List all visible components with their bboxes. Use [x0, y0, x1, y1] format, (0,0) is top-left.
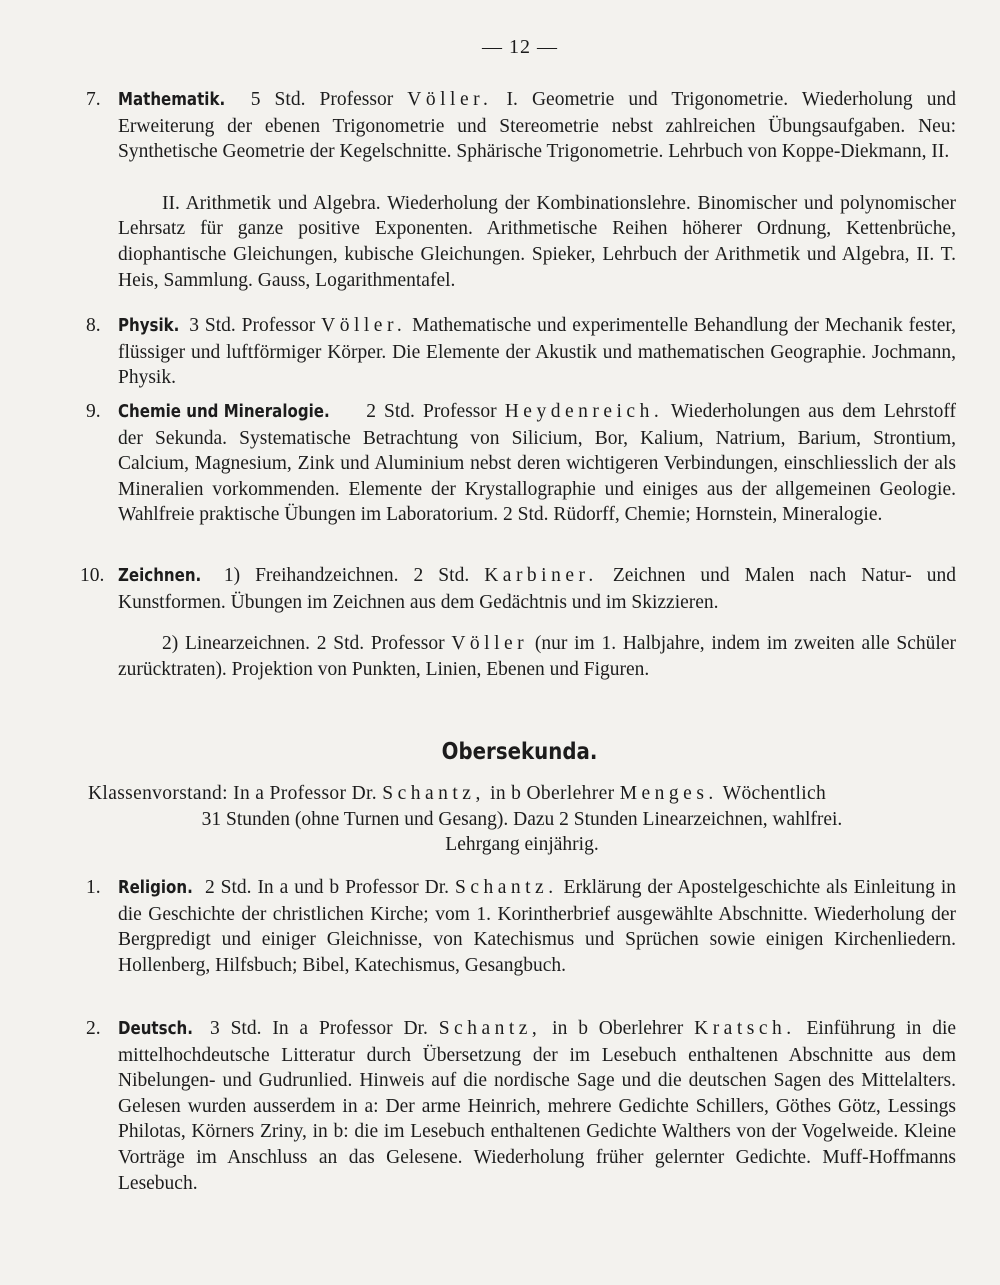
- section-number: 2.: [86, 1018, 101, 1039]
- section-number: 7.: [86, 89, 101, 110]
- subject-title: Religion.: [118, 878, 193, 898]
- section-number: 10.: [80, 565, 105, 586]
- teacher-name: Völler.: [407, 89, 493, 110]
- class-course: Lehrgang einjährig.: [445, 834, 599, 856]
- subject-title: Chemie und Mineralogie.: [118, 402, 330, 422]
- section-zeichnen: 10. Zeichnen. 1) Freihandzeichnen. 2 Std. Karbiner. Zeichnen und Malen nach Natur- und Kunstformen. Übungen im Zeichnen aus dem Gedächtnis und im Skizzieren. 2) Linearzeichnen. 2 Std. Professor Völler (nur im 1. Halbjahre, indem im zweiten alle Schüler zurücktraten). Projektion von Punkten, Linien, Ebenen und Figuren.: [118, 563, 956, 682]
- section-mathematik: [86, 87, 957, 293]
- teacher-name: Schantz,: [438, 1018, 542, 1039]
- subject-title: Mathematik.: [118, 90, 226, 110]
- class-info: Klassenvorstand: In a Professor Dr. Schantz, in b Oberlehrer Menges. Wöchentlich 31 Stunden (ohne Turnen und Gesang). Dazu 2 Stunden Linearzeichnen, wahlfrei. Lehrgang einjährig.: [88, 781, 956, 858]
- section-religion: 1. Religion. 2 Std. In a und b Professor Dr. Schantz. Erklärung der Apostelgeschichte als Einleitung in die Geschichte der christlichen Kirche; vom 1. Korintherbrief ausgewählte Abschnitte. Wiederholung der Bergpredigt und einiger Gleichnisse, von Katechismus und Sprüchen sowie einigen Kirchenliedern. Hollenberg, Hilfsbuch; Bibel, Katechismus, Gesangbuch.: [86, 877, 957, 976]
- teacher-name: Völler: [451, 633, 529, 655]
- class-heading: Obersekunda.: [442, 739, 598, 765]
- teacher-name: Menges.: [619, 783, 718, 804]
- teacher-name: Schantz.: [454, 877, 558, 898]
- mathematik-part2: II. Arithmetik und Algebra. Wiederholung der Kombinationslehre. Binomischer und polynomischer Lehrsatz für ganze positive Exponenten. Arithmetische Reihen höherer Ordnung, Kettenbrüche, diophantische Gleichungen, kubische Gleichungen. Spieker, Lehrbuch der Arithmetik und Algebra, II. T. Heis, Sammlung. Gauss, Logarithmentafel.: [118, 192, 956, 291]
- class-hours: 31 Stunden (ohne Turnen und Gesang). Dazu 2 Stunden Linearzeichnen, wahlfrei.: [201, 808, 843, 830]
- teacher-name: Kratsch.: [694, 1018, 796, 1039]
- teacher-name: Karbiner.: [484, 565, 598, 586]
- page-number: — 12 —: [482, 36, 558, 58]
- teacher-name: Heydenreich.: [504, 401, 664, 422]
- section-physik: 8. Physik. 3 Std. Professor Völler. Mathematische und experimentelle Behandlung der Mechanik fester, flüssiger und luftförmiger Körper. Die Elemente der Akustik und mathematischen Geographie. Jochmann, Physik.: [86, 315, 957, 389]
- teacher-name: Schantz,: [382, 783, 485, 804]
- section-number: 1.: [86, 877, 101, 898]
- subject-title: Deutsch.: [118, 1019, 193, 1039]
- section-number: 9.: [86, 401, 101, 422]
- zeichnen-part2: 2) Linearzeichnen. 2 Std. Professor Völler (nur im 1. Halbjahre, indem im zweiten alle Schüler zurücktraten). Projektion von Punkten, Linien, Ebenen und Figuren.: [118, 633, 956, 680]
- section-deutsch: 2. Deutsch. 3 Std. In a Professor Dr. Schantz, in b Oberlehrer Kratsch. Einführung in die mittelhochdeutsche Litteratur durch Übersetzung der im Lesebuch enthaltenen Abschnitte aus dem Nibelungen- und Gudrunlied. Hinweis auf die nordische Sage und die deutschen Sagen des Mittelalters. Gelesen wurden ausserdem in a: Der arme Heinrich, mehrere Gedichte Schillers, Göthes Götz, Lessings Philotas, Körners Zriny, in b: die im Lesebuch enthaltenen Gedichte Walthers von der Vogelweide. Kleine Vorträge im Anschluss an das Gelesene. Wiederholung früher gelernter Gedichte. Muff-Hoffmanns Lesebuch.: [86, 1018, 957, 1194]
- teacher-name: Völler.: [321, 315, 407, 336]
- mathematik-part1: 7. Mathematik. 5 Std. Professor Völler. I. Geometrie und Trigonometrie. Wiederholung und Erweiterung der ebenen Trigonometrie und Stereometrie nebst zahlreichen Übungsaufgaben. Neu: Synthetische Geometrie der Kegelschnitte. Sphärische Trigonometrie. Lehrbuch von Koppe-Diekmann, II.: [86, 89, 957, 163]
- section-chemie: 9. Chemie und Mineralogie. 2 Std. Professor Heydenreich. Wiederholungen aus dem Lehrstoff der Sekunda. Systematische Betrachtung von Silicium, Bor, Kalium, Natrium, Barium, Strontium, Calcium, Magnesium, Zink und Aluminium nebst deren wichtigeren Verbindungen, einschliesslich der als Mineralien vorkommenden. Elemente der Krystallographie und einiges aus der allgemeinen Geologie. Wahlfreie praktische Übungen im Laboratorium. 2 Std. Rüdorff, Chemie; Hornstein, Mineralogie.: [86, 401, 957, 526]
- subject-title: Physik.: [118, 316, 180, 336]
- section-number: 8.: [86, 315, 101, 336]
- subject-title: Zeichnen.: [118, 566, 202, 586]
